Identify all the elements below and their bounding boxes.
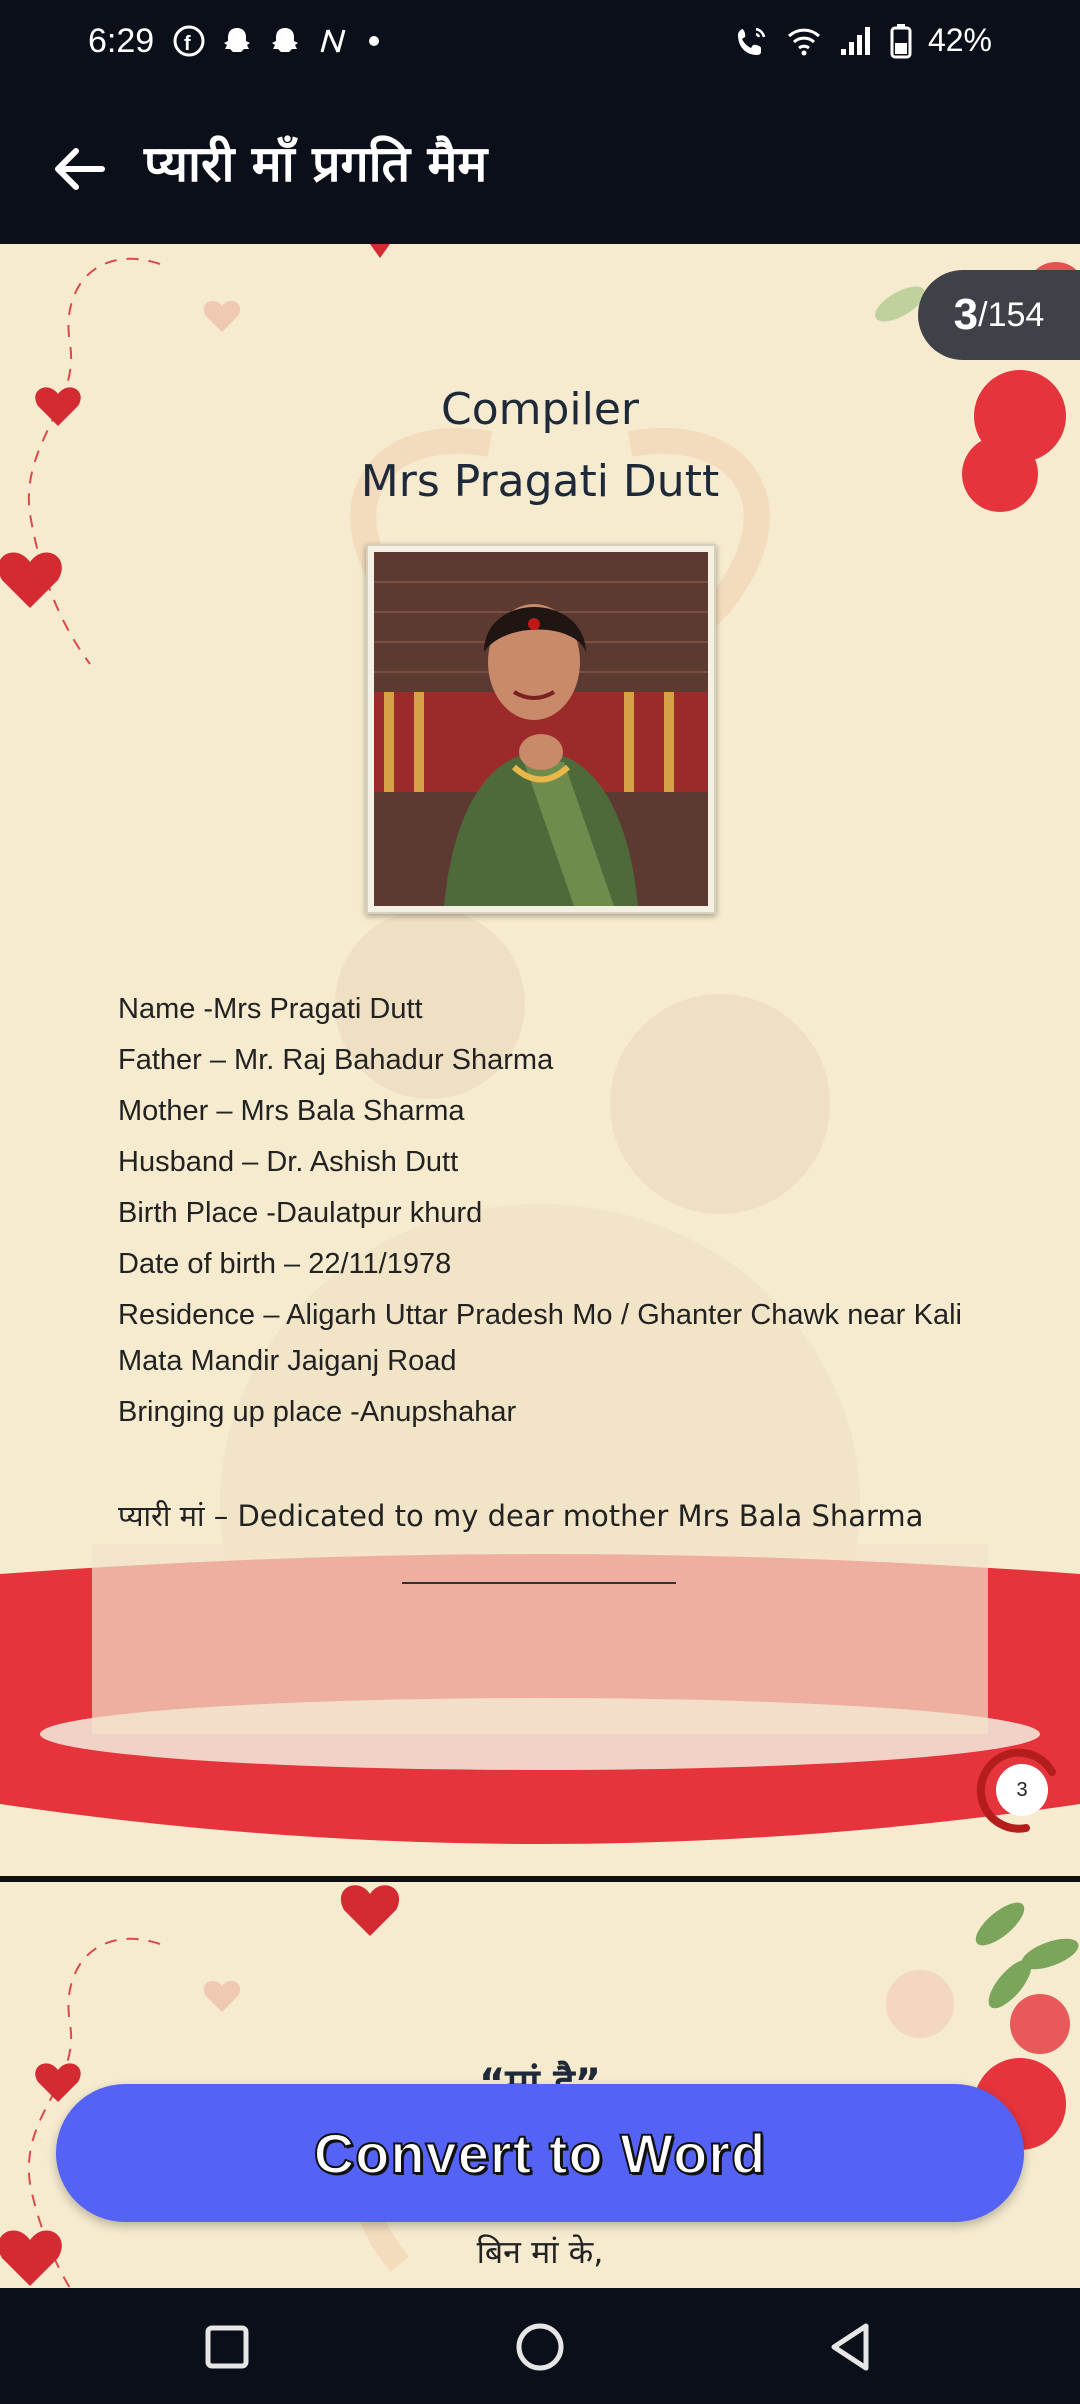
divider-rule xyxy=(402,1582,676,1584)
back-nav-icon[interactable] xyxy=(816,2312,886,2382)
battery-percent: 42% xyxy=(927,22,992,58)
page-counter xyxy=(918,270,1080,360)
wifi-icon xyxy=(786,23,822,59)
detail-bringing-up-place: Bringing up place -Anupshahar xyxy=(118,1396,517,1428)
snapchat-icon xyxy=(220,24,254,58)
status-right xyxy=(734,22,992,59)
detail-father: Father – Mr. Raj Bahadur Sharma xyxy=(118,1044,554,1076)
page-separator xyxy=(0,1876,1080,1882)
dot-icon xyxy=(364,24,384,58)
document-page xyxy=(0,244,1080,1876)
svg-text:f: f xyxy=(184,33,191,55)
detail-mother: Mother – Mrs Bala Sharma xyxy=(118,1095,465,1127)
app-title: प्यारी माँ प्रगति मैम xyxy=(144,135,488,193)
detail-name: Name -Mrs Pragati Dutt xyxy=(118,993,423,1025)
detail-residence: Residence – Aligarh Uttar Pradesh Mo / Ghanter Chawk near Kali Mata Mandir Jaiganj Road xyxy=(118,1299,962,1377)
page-badge-number: 3 xyxy=(996,1764,1048,1816)
page-total: /154 xyxy=(978,295,1045,334)
detail-birth-place: Birth Place -Daulatpur khurd xyxy=(118,1197,483,1229)
recent-apps-icon[interactable] xyxy=(192,2312,262,2382)
system-navigation-bar xyxy=(0,2288,1080,2404)
battery-icon xyxy=(890,23,912,59)
status-bar xyxy=(0,0,1080,92)
compiler-details xyxy=(118,986,962,1440)
app-bar xyxy=(0,92,1080,244)
detail-date-of-birth: Date of birth – 22/11/1978 xyxy=(118,1248,452,1280)
snapchat-icon xyxy=(268,24,302,58)
convert-to-word-button[interactable]: Convert to Word xyxy=(56,2084,1024,2222)
n-app-icon xyxy=(316,24,350,58)
compiler-photo xyxy=(366,544,716,914)
portrait-photo xyxy=(374,552,708,906)
home-icon[interactable] xyxy=(505,2312,575,2382)
poem-first-line: बिन मां के, xyxy=(476,2233,604,2271)
facebook-icon xyxy=(172,24,206,58)
document-viewer[interactable] xyxy=(0,244,1080,2288)
notification-icons xyxy=(172,24,384,58)
detail-husband: Husband – Dr. Ashish Dutt xyxy=(118,1146,459,1178)
page-indicator-badge[interactable] xyxy=(974,1742,1070,1838)
back-arrow-icon[interactable] xyxy=(44,134,114,204)
dedication-line: प्यारी मां – Dedicated to my dear mother Mrs Bala Sharma xyxy=(118,1499,924,1533)
wifi-calling-icon xyxy=(734,23,770,59)
compiler-name: Mrs Pragati Dutt xyxy=(360,456,720,507)
status-time: 6:29 xyxy=(88,22,155,60)
signal-icon xyxy=(838,23,874,59)
compiler-label: Compiler xyxy=(440,384,640,435)
page-current: 3 xyxy=(953,290,979,339)
